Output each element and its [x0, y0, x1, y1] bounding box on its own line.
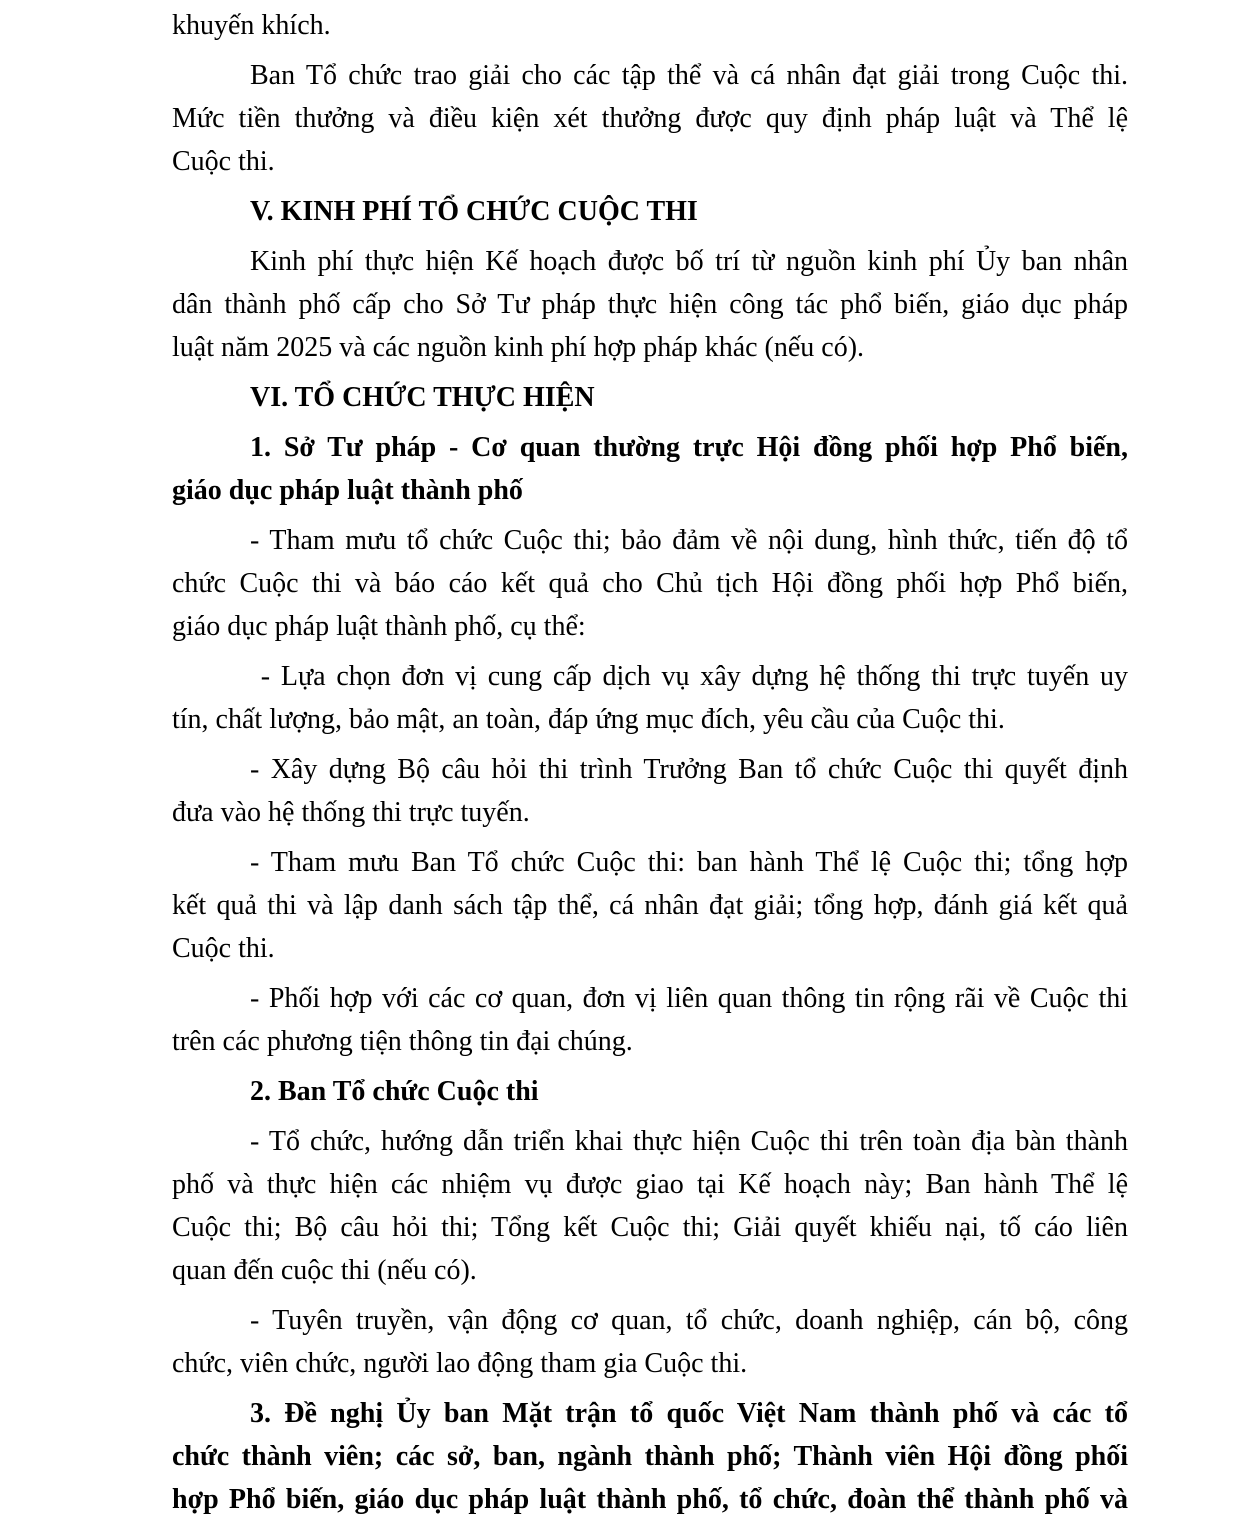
paragraph [172, 54, 1128, 183]
sub-heading-line: 2. Ban Tổ chức Cuộc thi [250, 1076, 539, 1107]
paragraph-line: Cuộc thi. [172, 146, 275, 177]
paragraph-line: luật năm 2025 và các nguồn kinh phí hợp pháp khác (nếu có). [172, 332, 865, 363]
paragraph [172, 240, 1128, 369]
section-heading [172, 376, 1128, 419]
paragraph-line: - Tổ chức, hướng dẫn triển khai thực hiện Cuộc thi trên toàn địa bàn thành [250, 1126, 1128, 1157]
paragraph-continuation [172, 4, 1128, 47]
paragraph-line: Ban Tổ chức trao giải cho các tập thể và cá nhân đạt giải trong Cuộc thi. [250, 60, 1128, 91]
paragraph [172, 1299, 1128, 1385]
paragraph-continuation-line: khuyến khích. [172, 10, 331, 41]
paragraph-line: - Phối hợp với các cơ quan, đơn vị liên quan thông tin rộng rãi về Cuộc thi [250, 983, 1128, 1014]
sub-heading-line: 1. Sở Tư pháp - Cơ quan thường trực Hội đồng phối hợp Phổ biến, [250, 432, 1128, 463]
paragraph [172, 519, 1128, 648]
paragraph-line: dân thành phố cấp cho Sở Tư pháp thực hiện công tác phổ biến, giáo dục pháp [172, 289, 1128, 320]
section-heading-line: V. KINH PHÍ TỔ CHỨC CUỘC THI [250, 196, 698, 227]
paragraph-line: Kinh phí thực hiện Kế hoạch được bố trí từ nguồn kinh phí Ủy ban nhân [250, 246, 1128, 277]
paragraph-line: - Tham mưu tổ chức Cuộc thi; bảo đảm về nội dung, hình thức, tiến độ tổ [250, 525, 1128, 556]
sub-heading-line: 3. Đề nghị Ủy ban Mặt trận tổ quốc Việt Nam thành phố và các tổ [250, 1398, 1128, 1429]
sub-heading-line: chức thành viên; các sở, ban, ngành thành phố; Thành viên Hội đồng phối [172, 1441, 1128, 1472]
paragraph-line: phố và thực hiện các nhiệm vụ được giao tại Kế hoạch này; Ban hành Thể lệ [172, 1169, 1128, 1200]
paragraph-line: - Lựa chọn đơn vị cung cấp dịch vụ xây dựng hệ thống thi trực tuyến uy [250, 661, 1128, 692]
section-heading-line: VI. TỔ CHỨC THỰC HIỆN [250, 382, 595, 413]
paragraph-line: - Tham mưu Ban Tổ chức Cuộc thi: ban hành Thể lệ Cuộc thi; tổng hợp [250, 847, 1128, 878]
paragraph-line: - Xây dựng Bộ câu hỏi thi trình Trưởng Ban tổ chức Cuộc thi quyết định [250, 754, 1128, 785]
paragraph [172, 748, 1128, 834]
paragraph-line: giáo dục pháp luật thành phố, cụ thể: [172, 611, 586, 642]
paragraph [172, 977, 1128, 1063]
paragraph-line: Mức tiền thưởng và điều kiện xét thưởng được quy định pháp luật và Thể lệ [172, 103, 1128, 134]
paragraph [172, 1120, 1128, 1292]
paragraph-line: kết quả thi và lập danh sách tập thể, cá nhân đạt giải; tổng hợp, đánh giá kết quả [172, 890, 1128, 921]
paragraph-line: trên các phương tiện thông tin đại chúng. [172, 1026, 633, 1057]
paragraph-line: đưa vào hệ thống thi trực tuyến. [172, 797, 530, 828]
paragraph-line: Cuộc thi. [172, 933, 275, 964]
paragraph-line: chức, viên chức, người lao động tham gia Cuộc thi. [172, 1348, 748, 1379]
paragraph-line: chức Cuộc thi và báo cáo kết quả cho Chủ tịch Hội đồng phối hợp Phổ biến, [172, 568, 1128, 599]
sub-heading [172, 1070, 1128, 1113]
paragraph-line: quan đến cuộc thi (nếu có). [172, 1255, 477, 1286]
paragraph-line: tín, chất lượng, bảo mật, an toàn, đáp ứng mục đích, yêu cầu của Cuộc thi. [172, 704, 1005, 735]
paragraph [172, 655, 1128, 741]
sub-heading [172, 426, 1128, 512]
paragraph-line: - Tuyên truyền, vận động cơ quan, tổ chức, doanh nghiệp, cán bộ, công [250, 1305, 1128, 1336]
paragraph-line: Cuộc thi; Bộ câu hỏi thi; Tổng kết Cuộc thi; Giải quyết khiếu nại, tố cáo liên [172, 1212, 1128, 1243]
paragraph [172, 841, 1128, 970]
section-heading [172, 190, 1128, 233]
sub-heading-line: giáo dục pháp luật thành phố [172, 475, 523, 506]
sub-heading-line: hợp Phổ biến, giáo dục pháp luật thành phố, tổ chức, đoàn thể thành phố và [172, 1484, 1128, 1515]
sub-heading [172, 1392, 1128, 1521]
